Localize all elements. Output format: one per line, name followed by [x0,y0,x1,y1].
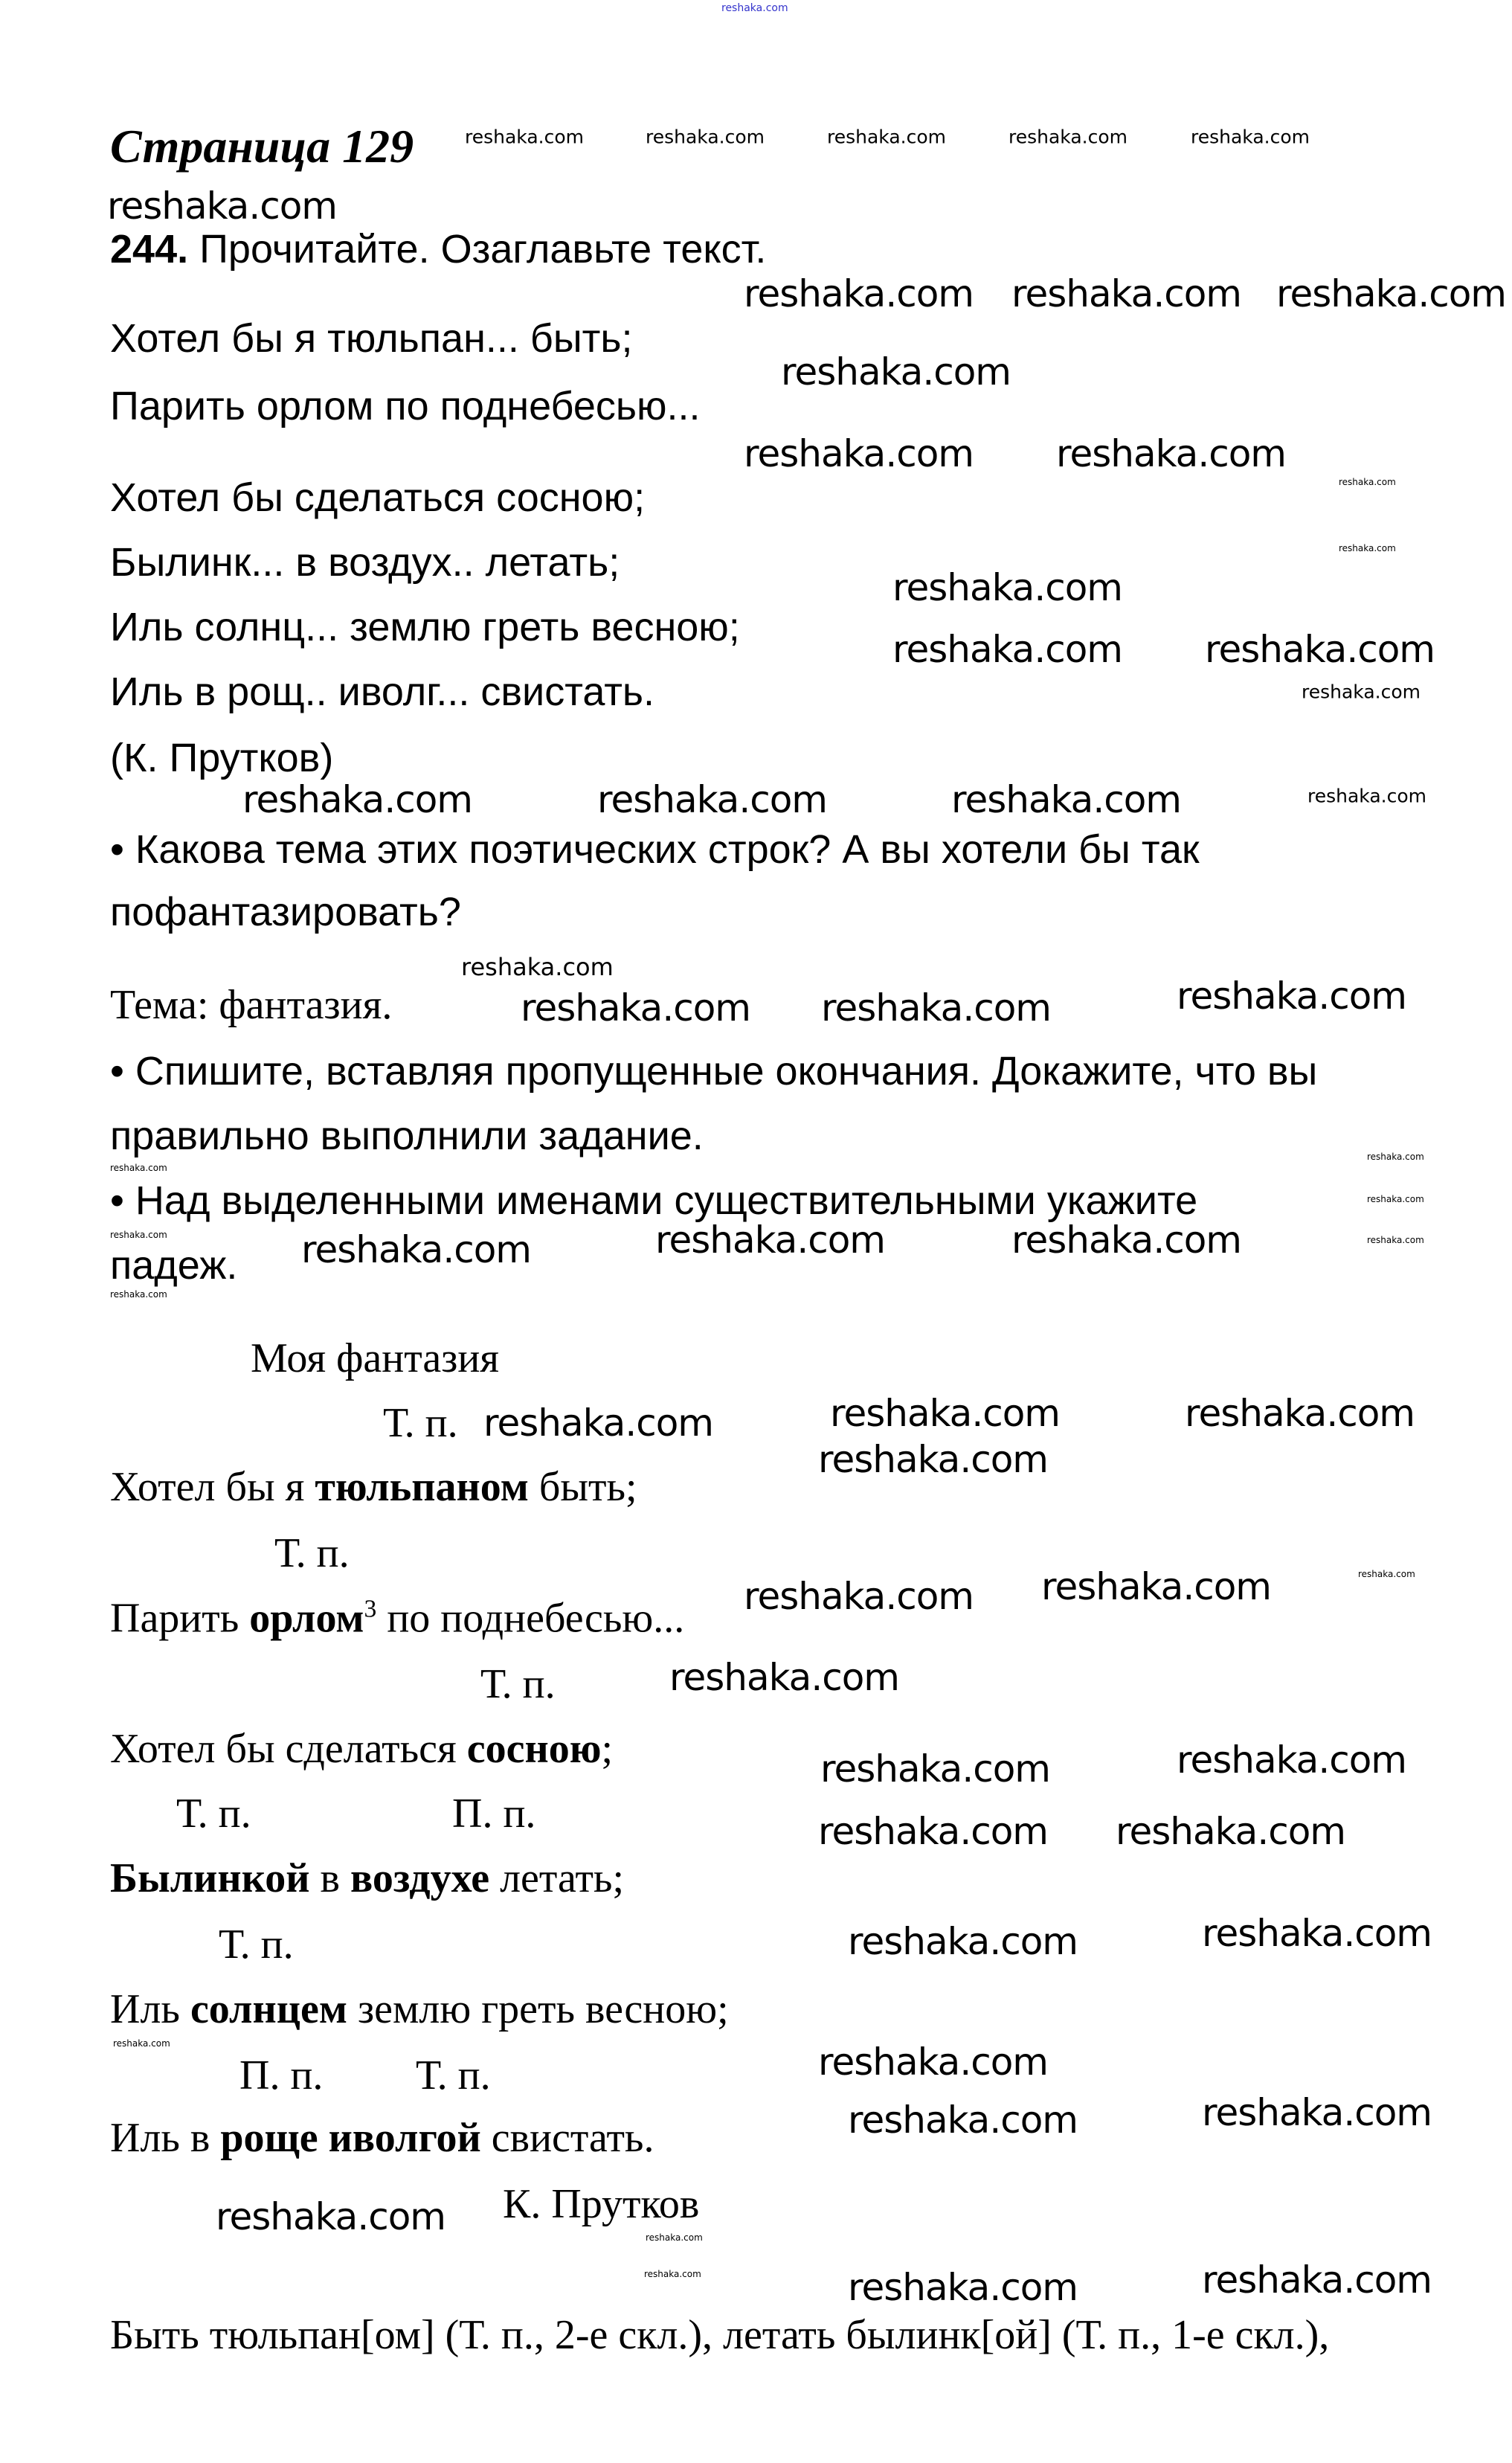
answer-theme: Тема: фантазия. [110,982,393,1028]
watermark: reshaka.com [216,2195,445,2238]
watermark: reshaka.com [646,126,765,148]
watermark: reshaka.com [1202,1912,1432,1955]
watermark: reshaka.com [1202,2091,1432,2134]
watermark: reshaka.com [951,778,1181,821]
watermark: reshaka.com [818,1810,1048,1853]
answer-line: Иль солнцем землю греть весною; [110,1986,729,2032]
case-label: Т. п. [480,1661,556,1707]
task-text: • Над выделенными именами существительными укажите [110,1178,1198,1223]
case-label: Т. п. [416,2052,491,2098]
case-label: Т. п. [383,1400,458,1446]
watermark: reshaka.com [1202,2258,1432,2302]
poem-line: Хотел бы сделаться сосною; [110,475,646,520]
watermark: reshaka.com [827,126,946,148]
watermark: reshaka.com [1177,1738,1406,1782]
watermark: reshaka.com [848,1920,1078,1963]
watermark: reshaka.com [242,778,472,821]
watermark: reshaka.com [1011,1218,1241,1262]
watermark: reshaka.com [818,2040,1048,2084]
exercise-instruction: Прочитайте. Озаглавьте текст. [188,227,767,272]
watermark: reshaka.com [744,272,974,315]
watermark: reshaka.com [892,628,1122,671]
watermark: reshaka.com [521,986,750,1030]
watermark-link[interactable]: reshaka.com [721,2,788,14]
watermark: reshaka.com [1307,785,1426,807]
watermark: reshaka.com [744,1575,974,1618]
task-text: падеж. [110,1243,238,1288]
watermark: reshaka.com [301,1228,531,1271]
watermark: reshaka.com [821,986,1051,1030]
watermark: reshaka.com [1116,1810,1345,1853]
case-label: Т. п. [176,1791,251,1837]
watermark: reshaka.com [1177,974,1406,1018]
watermark: reshaka.com [1367,1194,1424,1204]
question-text: • Какова тема этих поэтических строк? А вы хотели бы так [110,827,1200,872]
watermark: reshaka.com [1056,432,1286,475]
watermark: reshaka.com [1008,126,1127,148]
watermark: reshaka.com [1339,477,1396,487]
case-label: П. п. [452,1791,536,1837]
watermark: reshaka.com [113,2038,170,2049]
poem-line: Парить орлом по поднебесью... [110,384,701,428]
watermark: reshaka.com [892,566,1122,609]
watermark: reshaka.com [848,2098,1078,2142]
watermark: reshaka.com [1358,1569,1415,1579]
answer-line: Иль в роще иволгой свистать. [110,2115,654,2161]
watermark: reshaka.com [465,126,584,148]
watermark: reshaka.com [110,1163,167,1173]
watermark: reshaka.com [1302,681,1421,703]
watermark: reshaka.com [1191,126,1310,148]
watermark: reshaka.com [1367,1152,1424,1162]
exercise-number: 244. [110,227,189,272]
answer-line: Хотел бы сделаться сосною; [110,1726,614,1772]
watermark: reshaka.com [1185,1392,1415,1435]
watermark: reshaka.com [597,778,827,821]
watermark: reshaka.com [110,1289,167,1300]
case-label: П. п. [239,2052,324,2098]
watermark: reshaka.com [669,1656,899,1699]
watermark: reshaka.com [1011,272,1241,315]
watermark: reshaka.com [820,1747,1050,1791]
watermark: reshaka.com [1041,1565,1271,1608]
watermark: reshaka.com [1276,272,1506,315]
watermark: reshaka.com [644,2269,701,2279]
poem-line: Хотел бы я тюльпан... быть; [110,316,633,361]
watermark: reshaka.com [461,953,614,981]
watermark: reshaka.com [848,2266,1078,2309]
case-label: Т. п. [274,1530,350,1576]
answer-line: Былинкой в воздухе летать; [110,1855,625,1901]
answer-line: Хотел бы я тюльпаном быть; [110,1464,637,1510]
answer-poem-title: Моя фантазия [251,1335,500,1381]
poem-line: Былинк... в воздух.. летать; [110,540,620,585]
watermark: reshaka.com [1339,543,1396,553]
poem-author: (К. Прутков) [110,736,334,780]
task-text: правильно выполнили задание. [110,1114,704,1158]
watermark: reshaka.com [1367,1235,1424,1245]
watermark: reshaka.com [110,1230,167,1240]
poem-line: Иль солнц... землю греть весною; [110,605,740,649]
watermark: reshaka.com [107,184,337,228]
watermark: reshaka.com [830,1392,1060,1435]
question-text: пофантазировать? [110,890,461,934]
watermark: reshaka.com [655,1218,885,1262]
watermark: reshaka.com [483,1401,713,1445]
watermark: reshaka.com [818,1438,1048,1481]
answer-author: К. Прутков [503,2181,700,2227]
footnote-mark: 3 [364,1595,377,1623]
task-text: • Спишите, вставляя пропущенные окончания. Докажите, что вы [110,1049,1318,1094]
exercise-heading [110,227,767,272]
answer-line: Парить орлом$^3$ по поднебесью... [110,1595,685,1642]
watermark: reshaka.com [646,2232,703,2243]
watermark: reshaka.com [781,350,1011,394]
answer-explanation: Быть тюльпан[ом] (Т. п., 2-е скл.), летать былинк[ой] (Т. п., 1-е скл.), [110,2312,1330,2358]
poem-line: Иль в рощ.. иволг... свистать. [110,669,655,714]
watermark: reshaka.com [1205,628,1435,671]
page-title: Страница 129 [110,120,414,173]
watermark: reshaka.com [744,432,974,475]
case-label: Т. п. [219,1921,294,1968]
